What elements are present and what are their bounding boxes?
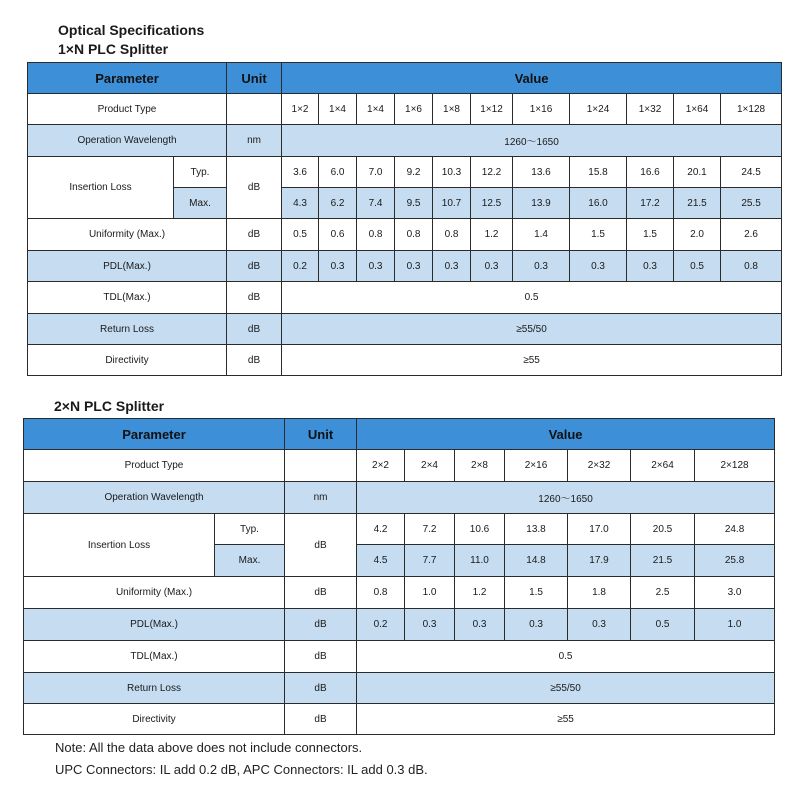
- row-label-tdl: TDL(Max.): [28, 282, 227, 314]
- uniformity-cell: 0.8: [357, 577, 405, 609]
- il-typ-cell: 7.0: [357, 157, 395, 188]
- pdl-cell: 0.3: [570, 251, 627, 282]
- il-max-cell: 16.0: [570, 188, 627, 219]
- il-max-label: Max.: [215, 545, 285, 577]
- uniformity-cell: 2.5: [631, 577, 695, 609]
- il-typ-cell: 24.8: [695, 514, 775, 545]
- pdl-cell: 0.3: [405, 609, 455, 641]
- il-typ-cell: 20.1: [674, 157, 721, 188]
- uniformity-cell: 2.0: [674, 219, 721, 251]
- row-label-wavelength: Operation Wavelength: [24, 482, 285, 514]
- uniformity-cell: 1.5: [505, 577, 568, 609]
- directivity-value: ≥55: [357, 704, 775, 735]
- il-max-cell: 12.5: [471, 188, 513, 219]
- header-parameter: Parameter: [24, 419, 285, 450]
- uniformity-cell: 0.8: [395, 219, 433, 251]
- row-label-insertion-loss: Insertion Loss: [28, 157, 174, 219]
- row-label-directivity: Directivity: [24, 704, 285, 735]
- product-type-cell: 2×16: [505, 450, 568, 482]
- header-value: Value: [357, 419, 775, 450]
- il-max-cell: 6.2: [319, 188, 357, 219]
- uniformity-cell: 1.8: [568, 577, 631, 609]
- pdl-cell: 0.2: [282, 251, 319, 282]
- row-label-uniformity: Uniformity (Max.): [28, 219, 227, 251]
- uniformity-cell: 0.5: [282, 219, 319, 251]
- il-typ-cell: 17.0: [568, 514, 631, 545]
- uniformity-cell: 2.6: [721, 219, 782, 251]
- return-loss-value: ≥55/50: [357, 673, 775, 704]
- row-label-wavelength: Operation Wavelength: [28, 125, 227, 157]
- il-typ-cell: 4.2: [357, 514, 405, 545]
- wavelength-value: 1260～1650: [357, 482, 775, 514]
- il-typ-cell: 15.8: [570, 157, 627, 188]
- product-type-cell: 1×4: [357, 94, 395, 125]
- uniformity-unit: dB: [227, 219, 282, 251]
- pdl-cell: 0.3: [627, 251, 674, 282]
- insertion-loss-unit: dB: [227, 157, 282, 219]
- product-type-cell: 1×2: [282, 94, 319, 125]
- row-label-return-loss: Return Loss: [28, 314, 227, 345]
- product-type-cell: 1×24: [570, 94, 627, 125]
- uniformity-cell: 1.5: [627, 219, 674, 251]
- product-type-cell: 2×2: [357, 450, 405, 482]
- row-label-product-type: Product Type: [24, 450, 285, 482]
- il-typ-cell: 6.0: [319, 157, 357, 188]
- pdl-cell: 0.3: [471, 251, 513, 282]
- uniformity-unit: dB: [285, 577, 357, 609]
- il-max-cell: 25.5: [721, 188, 782, 219]
- il-max-cell: 7.7: [405, 545, 455, 577]
- pdl-unit: dB: [227, 251, 282, 282]
- product-type-cell: 2×32: [568, 450, 631, 482]
- il-typ-cell: 10.3: [433, 157, 471, 188]
- product-type-cell: 2×4: [405, 450, 455, 482]
- uniformity-cell: 0.8: [433, 219, 471, 251]
- pdl-cell: 0.3: [319, 251, 357, 282]
- table-2-subtitle: 2×N PLC Splitter: [54, 398, 165, 414]
- il-typ-cell: 9.2: [395, 157, 433, 188]
- pdl-cell: 0.8: [721, 251, 782, 282]
- product-type-cell: 2×8: [455, 450, 505, 482]
- unit-cell-empty: [227, 94, 282, 125]
- row-label-return-loss: Return Loss: [24, 673, 285, 704]
- uniformity-cell: 1.5: [570, 219, 627, 251]
- header-unit: Unit: [285, 419, 357, 450]
- header-value: Value: [282, 63, 782, 94]
- uniformity-cell: 1.2: [471, 219, 513, 251]
- product-type-cell: 1×8: [433, 94, 471, 125]
- return-loss-value: ≥55/50: [282, 314, 782, 345]
- row-label-tdl: TDL(Max.): [24, 641, 285, 673]
- il-max-cell: 17.9: [568, 545, 631, 577]
- insertion-loss-unit: dB: [285, 514, 357, 577]
- pdl-cell: 0.3: [395, 251, 433, 282]
- product-type-cell: 1×4: [319, 94, 357, 125]
- unit-cell-empty: [285, 450, 357, 482]
- pdl-cell: 0.3: [357, 251, 395, 282]
- wavelength-unit: nm: [227, 125, 282, 157]
- directivity-value: ≥55: [282, 345, 782, 376]
- il-typ-cell: 20.5: [631, 514, 695, 545]
- il-typ-cell: 24.5: [721, 157, 782, 188]
- il-max-cell: 14.8: [505, 545, 568, 577]
- il-typ-cell: 7.2: [405, 514, 455, 545]
- il-typ-cell: 12.2: [471, 157, 513, 188]
- directivity-unit: dB: [227, 345, 282, 376]
- return-loss-unit: dB: [285, 673, 357, 704]
- il-max-cell: 17.2: [627, 188, 674, 219]
- il-typ-cell: 13.8: [505, 514, 568, 545]
- pdl-cell: 0.5: [674, 251, 721, 282]
- product-type-cell: 1×16: [513, 94, 570, 125]
- product-type-cell: 1×128: [721, 94, 782, 125]
- il-max-cell: 25.8: [695, 545, 775, 577]
- il-max-cell: 7.4: [357, 188, 395, 219]
- il-typ-cell: 10.6: [455, 514, 505, 545]
- pdl-cell: 0.3: [455, 609, 505, 641]
- pdl-cell: 0.2: [357, 609, 405, 641]
- il-max-cell: 4.3: [282, 188, 319, 219]
- uniformity-cell: 1.0: [405, 577, 455, 609]
- uniformity-cell: 3.0: [695, 577, 775, 609]
- il-max-cell: 13.9: [513, 188, 570, 219]
- table-1-subtitle: 1×N PLC Splitter: [58, 41, 169, 57]
- uniformity-cell: 1.2: [455, 577, 505, 609]
- row-label-pdl: PDL(Max.): [24, 609, 285, 641]
- tdl-value: 0.5: [282, 282, 782, 314]
- tdl-unit: dB: [285, 641, 357, 673]
- il-typ-cell: 3.6: [282, 157, 319, 188]
- product-type-cell: 1×12: [471, 94, 513, 125]
- il-typ-cell: 13.6: [513, 157, 570, 188]
- pdl-cell: 0.3: [505, 609, 568, 641]
- spec-table-2xn: [23, 418, 775, 735]
- il-max-label: Max.: [174, 188, 227, 219]
- uniformity-cell: 0.6: [319, 219, 357, 251]
- product-type-cell: 1×32: [627, 94, 674, 125]
- uniformity-cell: 1.4: [513, 219, 570, 251]
- product-type-cell: 2×128: [695, 450, 775, 482]
- row-label-pdl: PDL(Max.): [28, 251, 227, 282]
- product-type-cell: 2×64: [631, 450, 695, 482]
- il-max-cell: 11.0: [455, 545, 505, 577]
- il-typ-cell: 16.6: [627, 157, 674, 188]
- note-connectors: Note: All the data above does not include connectors.: [55, 740, 363, 755]
- header-parameter: Parameter: [28, 63, 227, 94]
- il-typ-label: Typ.: [174, 157, 227, 188]
- uniformity-cell: 0.8: [357, 219, 395, 251]
- spec-table-1xn: [27, 62, 782, 376]
- il-typ-label: Typ.: [215, 514, 285, 545]
- product-type-cell: 1×6: [395, 94, 433, 125]
- il-max-cell: 21.5: [674, 188, 721, 219]
- page-title: Optical Specifications: [58, 22, 205, 38]
- pdl-cell: 0.5: [631, 609, 695, 641]
- pdl-cell: 1.0: [695, 609, 775, 641]
- row-label-product-type: Product Type: [28, 94, 227, 125]
- row-label-insertion-loss: Insertion Loss: [24, 514, 215, 577]
- il-max-cell: 21.5: [631, 545, 695, 577]
- il-max-cell: 4.5: [357, 545, 405, 577]
- directivity-unit: dB: [285, 704, 357, 735]
- pdl-unit: dB: [285, 609, 357, 641]
- pdl-cell: 0.3: [513, 251, 570, 282]
- header-unit: Unit: [227, 63, 282, 94]
- wavelength-value: 1260～1650: [282, 125, 782, 157]
- il-max-cell: 10.7: [433, 188, 471, 219]
- tdl-unit: dB: [227, 282, 282, 314]
- note-il-add: UPC Connectors: IL add 0.2 dB, APC Connectors: IL add 0.3 dB.: [55, 762, 428, 777]
- row-label-directivity: Directivity: [28, 345, 227, 376]
- row-label-uniformity: Uniformity (Max.): [24, 577, 285, 609]
- return-loss-unit: dB: [227, 314, 282, 345]
- pdl-cell: 0.3: [568, 609, 631, 641]
- tdl-value: 0.5: [357, 641, 775, 673]
- product-type-cell: 1×64: [674, 94, 721, 125]
- il-max-cell: 9.5: [395, 188, 433, 219]
- wavelength-unit: nm: [285, 482, 357, 514]
- pdl-cell: 0.3: [433, 251, 471, 282]
